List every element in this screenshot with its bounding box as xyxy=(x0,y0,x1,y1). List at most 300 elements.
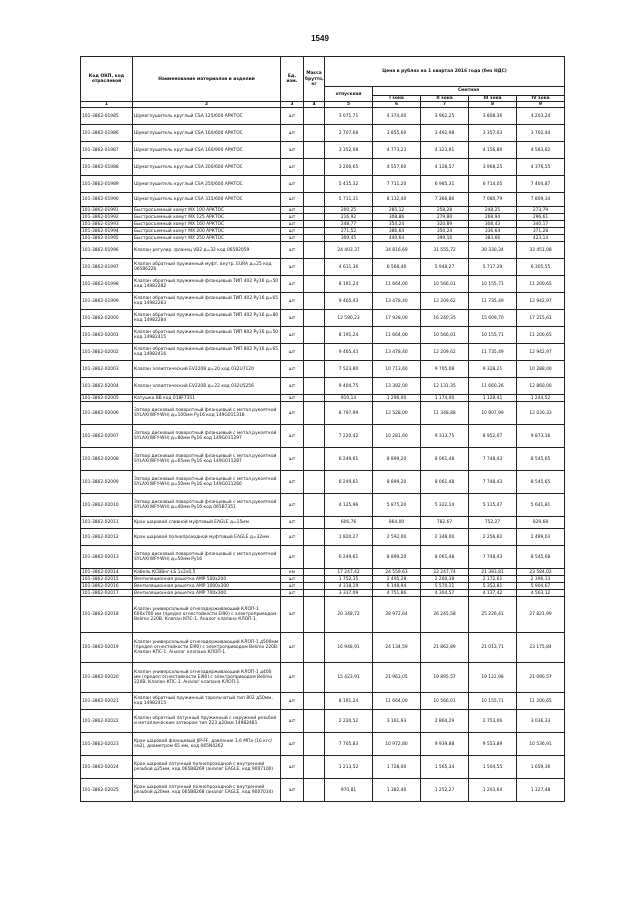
row-unit: шт xyxy=(281,142,304,159)
row-release-price: 1 752,35 xyxy=(325,576,373,583)
row-mass xyxy=(304,471,325,494)
row-release-price: 1 820,27 xyxy=(325,529,373,546)
row-zone-4-price: 11 200,65 xyxy=(517,276,565,293)
row-zone-3-price: 19 122,98 xyxy=(469,663,517,693)
row-zone-2-price: 5 948,27 xyxy=(421,259,469,276)
row-name: Затвор дисковый поворотный фланцевый с метал.рукояткой SYLAX(WFY-WH) д=80мм Ру16 код 149G011297 xyxy=(133,425,281,448)
row-unit: шт xyxy=(281,471,304,494)
row-zone-3-price: 10 907,99 xyxy=(469,402,517,425)
row-release-price: 271,52 xyxy=(325,228,373,235)
row-zone-3-price: 752,27 xyxy=(469,517,517,529)
row-zone-2-price: 1 252,27 xyxy=(421,779,469,802)
column-number: 5 xyxy=(325,102,373,108)
row-zone-1-price: 1 296,00 xyxy=(373,395,421,402)
row-release-price: 606,76 xyxy=(325,517,373,529)
row-release-price: 16 948,91 xyxy=(325,633,373,663)
row-unit: шт xyxy=(281,214,304,221)
row-unit: шт xyxy=(281,310,304,327)
row-release-price: 8 191,24 xyxy=(325,327,373,344)
row-zone-4-price: 273,79 xyxy=(517,207,565,214)
row-code: 101-3862-01990 xyxy=(81,193,133,207)
row-name: Шумоглушитель круглый CSA 160/600 АРКТОС xyxy=(133,125,281,142)
row-name: Затвор дисковый поворотный фланцевый с метал.рукояткой SYLAX(WFY-WH) д=40мм Ру16 код 065B7351 xyxy=(133,494,281,517)
page-number: 1549 xyxy=(311,34,329,43)
table-row xyxy=(81,583,565,590)
row-code: 101-3862-01998 xyxy=(81,276,133,293)
row-code: 101-3862-01992 xyxy=(81,214,133,221)
row-code: 101-3862-01997 xyxy=(81,259,133,276)
row-zone-3-price: 2 256,82 xyxy=(469,529,517,546)
row-unit: шт xyxy=(281,235,304,242)
table-row xyxy=(81,125,565,142)
row-zone-3-price: 2 172,61 xyxy=(469,576,517,583)
table-row xyxy=(81,259,565,276)
row-mass xyxy=(304,259,325,276)
row-mass xyxy=(304,590,325,597)
row-name: Клапан обратный пружинный фланцевый ТИП 402 Ру16 д=50 код 14982282 xyxy=(133,276,281,293)
row-name: Затвор дисковый поворотный фланцевый с метал.рукояткой SYLAX(WFY-WH) д=50мм Ру16 xyxy=(133,546,281,569)
row-zone-1-price: 8 132,40 xyxy=(373,193,421,207)
row-zone-1-price: 5 875,20 xyxy=(373,494,421,517)
row-zone-1-price: 24 134,59 xyxy=(373,633,421,663)
table-row xyxy=(81,193,565,207)
row-mass xyxy=(304,779,325,802)
row-code: 101-3862-02016 xyxy=(81,583,133,590)
row-zone-2-price: 9 705,08 xyxy=(421,361,469,378)
table-row xyxy=(81,108,565,125)
row-release-price: 12 590,23 xyxy=(325,310,373,327)
table-row xyxy=(81,517,565,529)
row-release-price: 3 071,71 xyxy=(325,108,373,125)
row-zone-2-price: 19 895,57 xyxy=(421,663,469,693)
row-zone-3-price: 6 714,05 xyxy=(469,176,517,193)
row-zone-2-price: 21 862,89 xyxy=(421,633,469,663)
row-code: 101-3862-02010 xyxy=(81,494,133,517)
row-code: 101-3862-02009 xyxy=(81,471,133,494)
row-zone-4-price: 8 545,68 xyxy=(517,546,565,569)
row-zone-4-price: 12 942,97 xyxy=(517,344,565,361)
row-release-price: 2 707,68 xyxy=(325,125,373,142)
row-name: Катушка BB код 018F7351 xyxy=(133,395,281,402)
row-zone-1-price: 8 899,20 xyxy=(373,546,421,569)
row-code: 101-3862-02004 xyxy=(81,378,133,395)
row-mass xyxy=(304,633,325,663)
row-name: Шумоглушитель круглый CSA 200/600 АРКТОС xyxy=(133,159,281,176)
row-name: Затвор дисковый поворотный фланцевый с метал.рукояткой SYLAX(WFY-WH) д=65мм Ру16 код 149G011287 xyxy=(133,448,281,471)
table-row xyxy=(81,207,565,214)
table-row xyxy=(81,378,565,395)
row-name: Клапан обратный пружинный фланцевый ТИП 402 Ру16 д=65 код 14982283 xyxy=(133,293,281,310)
row-unit: шт xyxy=(281,293,304,310)
table-row xyxy=(81,448,565,471)
row-zone-1-price: 8 899,20 xyxy=(373,448,421,471)
row-mass xyxy=(304,228,325,235)
row-zone-3-price: 308,43 xyxy=(469,221,517,228)
row-zone-2-price: 6 985,31 xyxy=(421,176,469,193)
row-unit: шт xyxy=(281,733,304,756)
row-zone-3-price: 7 748,43 xyxy=(469,471,517,494)
row-code: 101-3862-01986 xyxy=(81,125,133,142)
table-row xyxy=(81,756,565,779)
row-zone-1-price: 440,64 xyxy=(373,235,421,242)
row-zone-1-price: 13 478,40 xyxy=(373,344,421,361)
row-zone-3-price: 1 128,41 xyxy=(469,395,517,402)
row-unit: км xyxy=(281,569,304,576)
row-zone-1-price: 13 478,40 xyxy=(373,293,421,310)
row-mass xyxy=(304,494,325,517)
table-row xyxy=(81,344,565,361)
row-release-price: 8 797,99 xyxy=(325,402,373,425)
row-zone-1-price: 6 566,40 xyxy=(373,259,421,276)
row-zone-1-price: 13 392,00 xyxy=(373,378,421,395)
row-mass xyxy=(304,663,325,693)
row-mass xyxy=(304,207,325,214)
row-zone-2-price: 10 566,01 xyxy=(421,693,469,710)
row-code: 101-3862-02001 xyxy=(81,327,133,344)
row-zone-1-price: 12 528,00 xyxy=(373,402,421,425)
row-zone-4-price: 10 536,91 xyxy=(517,733,565,756)
row-zone-2-price: 10 566,01 xyxy=(421,327,469,344)
row-release-price: 7 705,83 xyxy=(325,733,373,756)
row-mass xyxy=(304,193,325,207)
header-zone-2: II зона xyxy=(421,96,469,102)
row-mass xyxy=(304,756,325,779)
row-zone-2-price: 4 128,57 xyxy=(421,159,469,176)
row-code: 101-3862-02014 xyxy=(81,569,133,576)
table-row xyxy=(81,221,565,228)
row-zone-3-price: 8 952,07 xyxy=(469,425,517,448)
row-code: 101-3862-02011 xyxy=(81,517,133,529)
row-code: 101-3862-02019 xyxy=(81,633,133,663)
row-name: Клапан универсальный огнезадерживающий КЛОП-1 д400 мм (предел огнестойкости EI90) с электроприводом Belimo 220В. Клапан КПС-1. Аналог клапана КЛОП-1. xyxy=(133,663,281,693)
row-zone-2-price: 8 061,48 xyxy=(421,546,469,569)
row-zone-4-price: 12 860,00 xyxy=(517,378,565,395)
row-unit: шт xyxy=(281,583,304,590)
row-mass xyxy=(304,142,325,159)
row-name: Вентиляционная решетка AMP 500х200 xyxy=(133,576,281,583)
row-code: 101-3862-02025 xyxy=(81,779,133,802)
header-code: Код ОКП, код отраслевой xyxy=(81,57,133,102)
row-zone-1-price: 6 148,94 xyxy=(373,583,421,590)
row-mass xyxy=(304,546,325,569)
row-zone-4-price: 340,17 xyxy=(517,221,565,228)
row-release-price: 200,25 xyxy=(325,207,373,214)
row-code: 101-3862-02021 xyxy=(81,693,133,710)
row-release-price: 248,77 xyxy=(325,221,373,228)
row-zone-2-price: 11 348,88 xyxy=(421,402,469,425)
row-release-price: 1 213,52 xyxy=(325,756,373,779)
row-mass xyxy=(304,176,325,193)
row-release-price: 9 465,43 xyxy=(325,293,373,310)
header-mass: Масса брутто, кг xyxy=(304,57,325,102)
row-zone-3-price: 5 115,47 xyxy=(469,494,517,517)
row-code: 101-3862-02020 xyxy=(81,663,133,693)
row-code: 101-3862-02023 xyxy=(81,733,133,756)
row-zone-2-price: 399,16 xyxy=(421,235,469,242)
row-zone-2-price: 31 555,72 xyxy=(421,242,469,259)
row-zone-1-price: 11 664,00 xyxy=(373,276,421,293)
column-number: 8 xyxy=(469,102,517,108)
row-mass xyxy=(304,597,325,633)
row-mass xyxy=(304,361,325,378)
row-mass xyxy=(304,569,325,576)
row-zone-4-price: 371,28 xyxy=(517,228,565,235)
row-name: Быстросъемный хомут MX 200 АРКТОС xyxy=(133,228,281,235)
row-zone-4-price: 17 215,61 xyxy=(517,310,565,327)
table-row xyxy=(81,590,565,597)
table-row xyxy=(81,395,565,402)
row-zone-2-price: 9 313,75 xyxy=(421,425,469,448)
row-zone-1-price: 28 972,64 xyxy=(373,597,421,633)
row-release-price: 9 465,43 xyxy=(325,344,373,361)
row-code: 101-3862-01993 xyxy=(81,221,133,228)
row-release-price: 5 711,31 xyxy=(325,193,373,207)
row-release-price: 20 348,72 xyxy=(325,597,373,633)
table-row xyxy=(81,710,565,733)
row-mass xyxy=(304,425,325,448)
column-number: 6 xyxy=(373,102,421,108)
row-zone-3-price: 248,25 xyxy=(469,207,517,214)
row-zone-1-price: 3 161,93 xyxy=(373,710,421,733)
row-name: Кабель КСВВнг-LS 1x2x0,5 xyxy=(133,569,281,576)
row-unit: шт xyxy=(281,159,304,176)
row-zone-1-price: 11 664,00 xyxy=(373,693,421,710)
row-zone-2-price: 8 061,48 xyxy=(421,471,469,494)
row-zone-4-price: 1 659,36 xyxy=(517,756,565,779)
row-zone-3-price: 383,66 xyxy=(469,235,517,242)
row-zone-3-price: 11 660,26 xyxy=(469,378,517,395)
row-release-price: 3 337,09 xyxy=(325,590,373,597)
row-unit: шт xyxy=(281,228,304,235)
row-code: 101-3862-02003 xyxy=(81,361,133,378)
table-row xyxy=(81,471,565,494)
row-zone-2-price: 258,28 xyxy=(421,207,469,214)
table-row xyxy=(81,779,565,802)
row-zone-4-price: 10 288,00 xyxy=(517,361,565,378)
row-zone-2-price: 5 322,14 xyxy=(421,494,469,517)
row-code: 101-3862-01999 xyxy=(81,293,133,310)
row-zone-1-price: 1 382,40 xyxy=(373,779,421,802)
row-zone-1-price: 386,64 xyxy=(373,228,421,235)
row-name: Клапан универсальный огнезадерживающий КЛОП-1 600х700 мм (предел огнестойкости EI90) с электроприводом Belimo 220В. Клапан КПС-1. Аналог клапана КЛОП-1. xyxy=(133,597,281,633)
row-zone-4-price: 4 563,12 xyxy=(517,590,565,597)
row-zone-3-price: 7 748,43 xyxy=(469,448,517,471)
row-mass xyxy=(304,448,325,471)
column-number: 3 xyxy=(281,102,304,108)
table-row xyxy=(81,494,565,517)
row-zone-4-price: 296,61 xyxy=(517,214,565,221)
row-unit: шт xyxy=(281,529,304,546)
row-zone-4-price: 33 451,08 xyxy=(517,242,565,259)
row-zone-2-price: 2 260,38 xyxy=(421,576,469,583)
row-name: Клапан обратный пружинный фланцевый ТИП 402 Ру16 д=80 код 14982284 xyxy=(133,310,281,327)
row-zone-3-price: 336,64 xyxy=(469,228,517,235)
table-row xyxy=(81,546,565,569)
row-code: 101-3862-01994 xyxy=(81,228,133,235)
row-name: Шумоглушитель круглый CSA 250/600 АРКТОС xyxy=(133,176,281,193)
row-zone-1-price: 7 711,20 xyxy=(373,176,421,193)
row-mass xyxy=(304,125,325,142)
row-name: Шумоглушитель круглый CSA 315/600 АРКТОС xyxy=(133,193,281,207)
row-zone-4-price: 23 584,02 xyxy=(517,569,565,576)
row-mass xyxy=(304,576,325,583)
row-unit: шт xyxy=(281,597,304,633)
row-zone-2-price: 2 348,00 xyxy=(421,529,469,546)
row-unit: шт xyxy=(281,633,304,663)
row-release-price: 8 191,24 xyxy=(325,276,373,293)
row-zone-3-price: 30 330,34 xyxy=(469,242,517,259)
column-number: 7 xyxy=(421,102,469,108)
row-zone-1-price: 285,12 xyxy=(373,207,421,214)
row-mass xyxy=(304,159,325,176)
table-body xyxy=(81,108,565,802)
row-release-price: 8 191,24 xyxy=(325,693,373,710)
row-zone-3-price: 9 553,89 xyxy=(469,733,517,756)
row-zone-4-price: 2 396,13 xyxy=(517,576,565,583)
row-unit: шт xyxy=(281,108,304,125)
row-unit: шт xyxy=(281,402,304,425)
row-zone-1-price: 308,86 xyxy=(373,214,421,221)
row-zone-2-price: 12 209,62 xyxy=(421,344,469,361)
row-mass xyxy=(304,395,325,402)
row-name: Затвор дисковый поворотный фланцевый с метал.рукояткой SYLAX(WFY-WH) д=100мм Ру16 код 149G011318 xyxy=(133,402,281,425)
row-release-price: 970,81 xyxy=(325,779,373,802)
row-zone-4-price: 4 583,82 xyxy=(517,142,565,159)
row-zone-4-price: 8 545,65 xyxy=(517,448,565,471)
row-name: Быстросъемный хомут MX 160 АРКТОС xyxy=(133,221,281,228)
row-zone-2-price: 10 566,01 xyxy=(421,276,469,293)
row-zone-2-price: 12 131,35 xyxy=(421,378,469,395)
row-zone-1-price: 21 963,05 xyxy=(373,663,421,693)
row-mass xyxy=(304,242,325,259)
row-name: Клапан эллиптический EV220B д=22 код 032U5256 xyxy=(133,378,281,395)
row-release-price: 3 352,08 xyxy=(325,142,373,159)
row-zone-4-price: 12 030,33 xyxy=(517,402,565,425)
row-code: 101-3862-02017 xyxy=(81,590,133,597)
table-row xyxy=(81,310,565,327)
row-zone-1-price: 2 495,28 xyxy=(373,576,421,583)
row-mass xyxy=(304,402,325,425)
row-release-price: 4 318,19 xyxy=(325,583,373,590)
row-zone-1-price: 10 281,60 xyxy=(373,425,421,448)
table-row xyxy=(81,569,565,576)
row-zone-2-price: 22 247,74 xyxy=(421,569,469,576)
table-header xyxy=(81,57,565,108)
header-unit: Ед. изм. xyxy=(281,57,304,102)
row-mass xyxy=(304,108,325,125)
row-unit: шт xyxy=(281,590,304,597)
row-zone-3-price: 9 328,21 xyxy=(469,361,517,378)
table-row xyxy=(81,633,565,663)
row-zone-2-price: 3 492,98 xyxy=(421,125,469,142)
row-mass xyxy=(304,276,325,293)
row-name: Затвор дисковый поворотный фланцевый с метал.рукояткой SYLAX(WFY-WH) д=50мм Ру16 код 149G011266 xyxy=(133,471,281,494)
row-zone-4-price: 23 175,84 xyxy=(517,633,565,663)
row-unit: шт xyxy=(281,259,304,276)
row-mass xyxy=(304,583,325,590)
row-unit: шт xyxy=(281,361,304,378)
row-name: Клапан обратный пружинный фланцевый ТИП 802 Ру16 д=65 код 14982416 xyxy=(133,344,281,361)
row-zone-4-price: 8 545,65 xyxy=(517,471,565,494)
row-release-price: 9 404,75 xyxy=(325,378,373,395)
row-zone-2-price: 279,80 xyxy=(421,214,469,221)
row-code: 101-3862-01985 xyxy=(81,108,133,125)
table-row xyxy=(81,276,565,293)
row-zone-2-price: 26 245,58 xyxy=(421,597,469,633)
row-code: 101-3862-02013 xyxy=(81,546,133,569)
row-mass xyxy=(304,529,325,546)
row-code: 101-3862-02008 xyxy=(81,448,133,471)
row-unit: шт xyxy=(281,425,304,448)
table-row xyxy=(81,402,565,425)
row-mass xyxy=(304,327,325,344)
row-code: 101-3862-02015 xyxy=(81,576,133,583)
row-name: Кран шаровой сливной муфтовый EAGLE д=15мм xyxy=(133,517,281,529)
row-zone-4-price: 423,14 xyxy=(517,235,565,242)
row-unit: шт xyxy=(281,242,304,259)
header-price-group: Цена в рублях на 1 квартал 2016 года (без НДС) xyxy=(325,57,565,87)
row-mass xyxy=(304,344,325,361)
row-code: 101-3862-02018 xyxy=(81,597,133,633)
row-name: Кран шаровой полнопроходной муфтовый EAGLE д=32мм xyxy=(133,529,281,546)
row-zone-1-price: 24 559,63 xyxy=(373,569,421,576)
row-name: Шумоглушитель круглый CSA 125/600 АРКТОС xyxy=(133,108,281,125)
row-zone-2-price: 7 366,86 xyxy=(421,193,469,207)
row-code: 101-3862-02006 xyxy=(81,402,133,425)
row-zone-1-price: 4 374,00 xyxy=(373,108,421,125)
header-name: Наименование материалов и изделий xyxy=(133,57,281,102)
row-release-price: 3 200,65 xyxy=(325,159,373,176)
row-zone-4-price: 11 200,65 xyxy=(517,327,565,344)
row-zone-4-price: 3 036,33 xyxy=(517,710,565,733)
row-release-price: 5 415,32 xyxy=(325,176,373,193)
row-mass xyxy=(304,293,325,310)
row-zone-1-price: 4 751,86 xyxy=(373,590,421,597)
row-release-price: 6 249,61 xyxy=(325,448,373,471)
row-unit: шт xyxy=(281,576,304,583)
row-release-price: 24 403,37 xyxy=(325,242,373,259)
row-zone-1-price: 4 773,23 xyxy=(373,142,421,159)
row-zone-1-price: 3 855,60 xyxy=(373,125,421,142)
row-zone-4-price: 4 376,55 xyxy=(517,159,565,176)
row-zone-1-price: 4 557,60 xyxy=(373,159,421,176)
row-zone-1-price: 34 816,69 xyxy=(373,242,421,259)
row-zone-3-price: 5 717,29 xyxy=(469,259,517,276)
row-mass xyxy=(304,214,325,221)
row-release-price: 15 423,91 xyxy=(325,663,373,693)
row-zone-1-price: 2 592,00 xyxy=(373,529,421,546)
row-zone-3-price: 11 735,49 xyxy=(469,293,517,310)
row-zone-3-price: 3 808,36 xyxy=(469,108,517,125)
row-zone-3-price: 3 968,25 xyxy=(469,159,517,176)
row-zone-4-price: 2 489,03 xyxy=(517,529,565,546)
row-release-price: 4 611,36 xyxy=(325,259,373,276)
row-mass xyxy=(304,693,325,710)
column-number: 4 xyxy=(304,102,325,108)
row-zone-4-price: 1 327,48 xyxy=(517,779,565,802)
column-number: 9 xyxy=(517,102,565,108)
row-zone-2-price: 9 939,88 xyxy=(421,733,469,756)
row-unit: шт xyxy=(281,344,304,361)
row-zone-3-price: 25 226,41 xyxy=(469,597,517,633)
table-row xyxy=(81,235,565,242)
header-zone-4: IV зона xyxy=(517,96,565,102)
row-zone-2-price: 4 304,57 xyxy=(421,590,469,597)
row-name: Быстросъемный хомут MX 250 АРКТОС xyxy=(133,235,281,242)
table-row xyxy=(81,176,565,193)
row-name: Вентиляционная решетка AMP 700х300 xyxy=(133,590,281,597)
row-release-price: 309,45 xyxy=(325,235,373,242)
